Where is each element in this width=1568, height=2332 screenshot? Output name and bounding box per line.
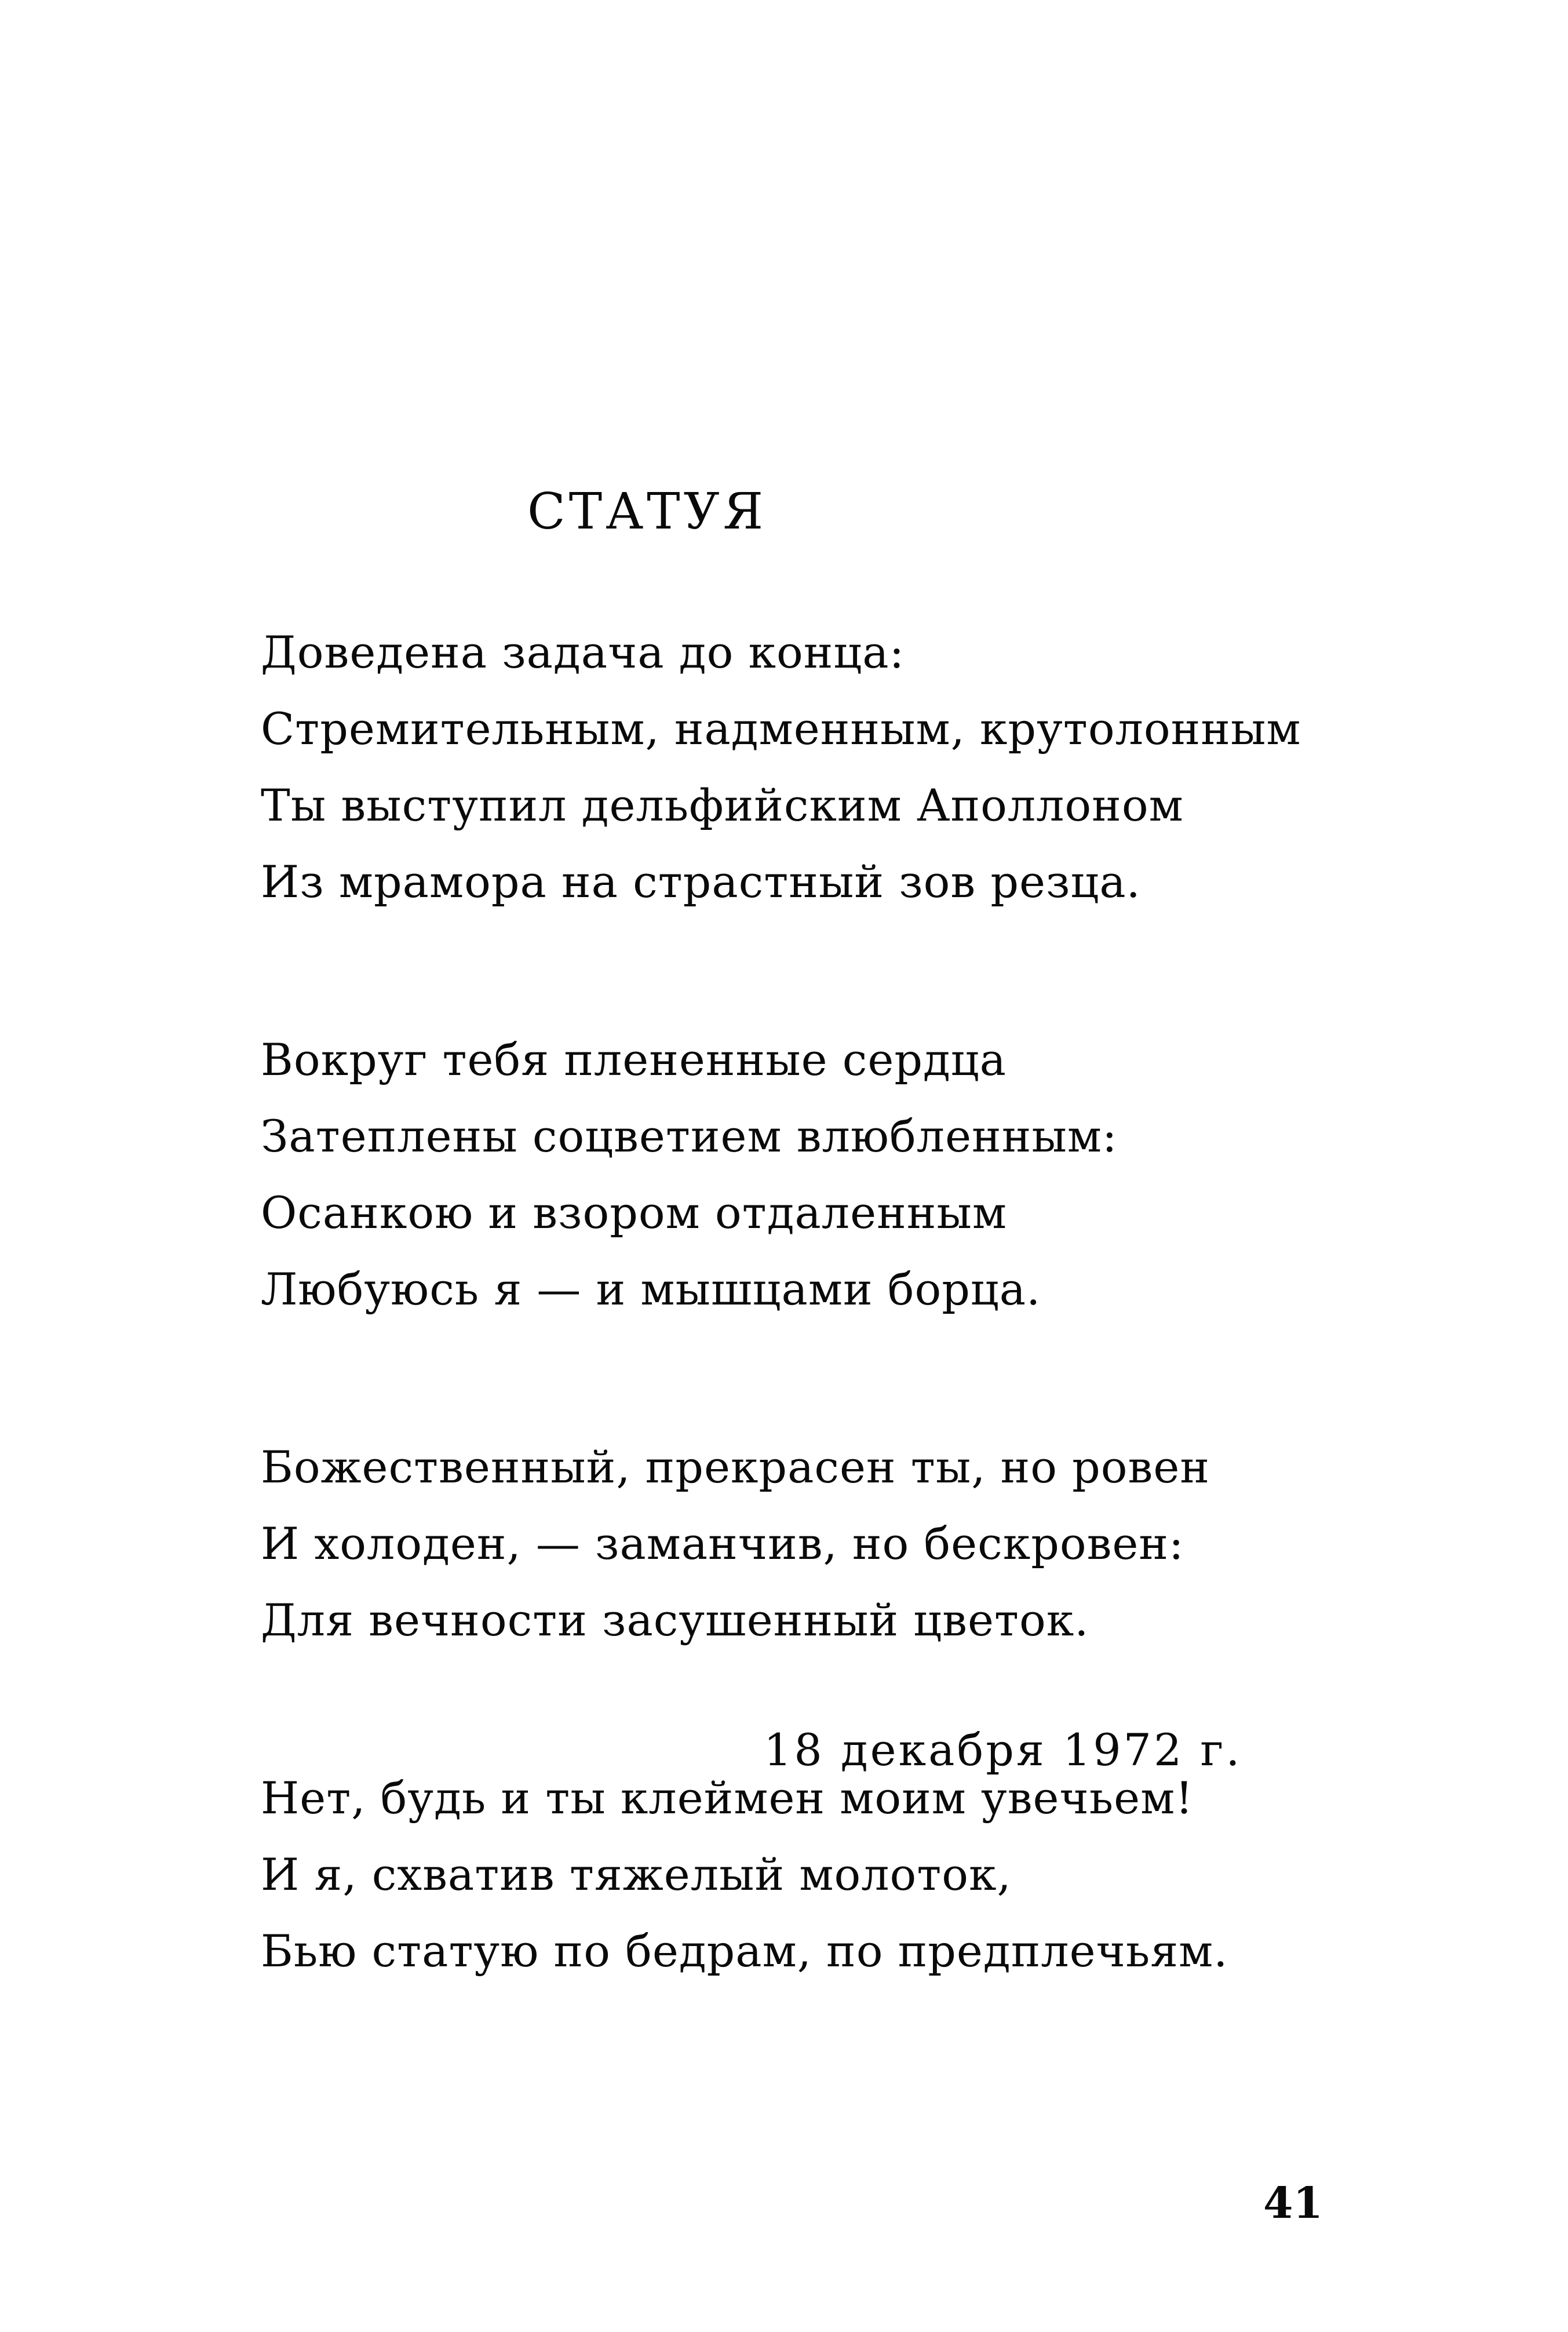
poem-line: Любуюсь я — и мышцами борца. [261, 1263, 1041, 1315]
poem-line: Для вечности засушенный цветок. [261, 1594, 1089, 1646]
poem-line: И холоден, — заманчив, но бескровен: [261, 1518, 1184, 1569]
poem-line: Доведена задача до конца: [261, 626, 905, 678]
poem-line: Божественный, прекрасен ты, но ровен [261, 1441, 1210, 1493]
poem-line: Ты выступил дельфийским Аполлоном [261, 779, 1184, 831]
poem-line: Стремительным, надменным, крутолонным [261, 703, 1301, 755]
poem-line: Затеплены соцветием влюбленным: [261, 1110, 1118, 1162]
page-number: 41 [1263, 2178, 1323, 2228]
poem-line: Осанкою и взором отдаленным [261, 1187, 1007, 1238]
poem-line: Из мрамора на страстный зов резца. [261, 856, 1141, 908]
poem-title: СТАТУЯ [527, 483, 767, 541]
poem-line: Вокруг тебя плененные сердца [261, 1034, 1007, 1085]
poem-line: Нет, будь и ты клеймен моим увечьем! [261, 1772, 1194, 1824]
stanza-2 [261, 1022, 1362, 1328]
poem-line: Бью статую по бедрам, по предплечьям. [261, 1925, 1228, 1977]
poem-line: И я, схватив тяжелый молоток, [261, 1849, 1012, 1900]
poem-body [261, 614, 1362, 2091]
stanza-1 [261, 614, 1362, 920]
poem-date: 18 декабря 1972 г. [764, 1724, 1242, 1776]
stanza-3 [261, 1429, 1362, 1659]
stanza-4 [261, 1760, 1362, 1990]
